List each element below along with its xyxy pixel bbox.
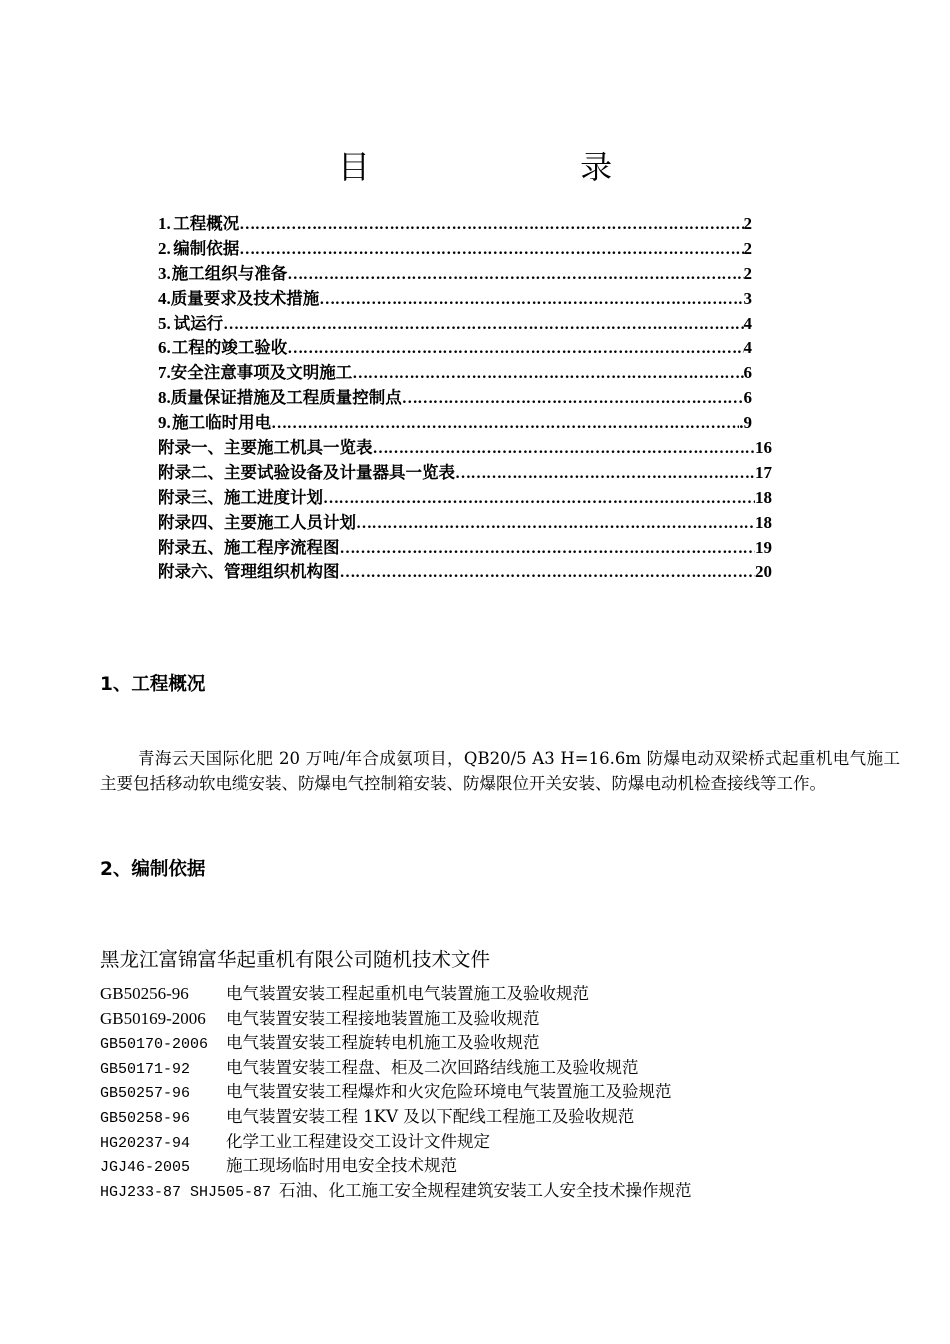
toc-item-number: 1.	[158, 214, 171, 233]
toc-appendix-label: 附录三、施工进度计划	[158, 487, 323, 507]
reference-item	[100, 1080, 920, 1105]
toc-appendix-item[interactable]	[158, 486, 772, 511]
toc-leader-dots	[340, 537, 756, 561]
reference-code: HG20237-94	[100, 1134, 191, 1152]
reference-title: 电气装置安装工程接地装置施工及验收规范	[226, 1008, 540, 1028]
toc-item[interactable]	[158, 312, 752, 337]
toc-item-page: .9	[739, 413, 752, 433]
toc-item-number: 4.	[158, 288, 171, 308]
toc-appendix-label: 附录四、主要施工人员计划	[158, 512, 356, 532]
toc-item[interactable]	[158, 237, 752, 262]
toc-item-page: 6	[743, 363, 752, 383]
reference-title: 石油、化工施工安全规程建筑安装工人安全技术操作规范	[279, 1180, 692, 1200]
reference-code: GB50171-92	[100, 1060, 191, 1078]
reference-title: 电气装置安装工程 1KV 及以下配线工程施工及验收规范	[226, 1106, 635, 1126]
toc-item-label: 试运行	[173, 313, 224, 333]
toc-leader-dots	[352, 362, 743, 386]
toc-item-label: 工程的竣工验收	[171, 338, 288, 358]
reference-item	[100, 1007, 920, 1032]
section-heading-basis: 2、编制依据	[100, 859, 206, 880]
toc-leader-dots	[356, 512, 755, 536]
toc-item-number: 6.	[158, 338, 171, 358]
table-of-contents	[158, 212, 772, 585]
toc-item-page: 2	[743, 263, 752, 283]
reference-code: GB50169-2006	[100, 1008, 206, 1028]
toc-item[interactable]	[158, 361, 752, 386]
toc-leader-dots	[402, 387, 744, 411]
section-heading-overview: 1、工程概况	[100, 674, 206, 695]
toc-item-page: 2	[743, 238, 752, 258]
toc-appendix-item[interactable]	[158, 560, 772, 585]
toc-leader-dots	[323, 487, 755, 511]
toc-item-number: 9.	[158, 413, 171, 433]
toc-appendix-label: 附录一、主要施工机具一览表	[158, 438, 373, 458]
toc-item-label: 施工组织与准备	[171, 263, 288, 283]
toc-appendix-label: 附录六、管理组织机构图	[158, 562, 340, 582]
reference-item	[100, 1154, 920, 1179]
toc-appendix-page: 18	[755, 512, 772, 532]
toc-leader-dots	[239, 213, 743, 237]
toc-appendix-page: 17	[755, 462, 772, 482]
toc-leader-dots	[287, 263, 743, 287]
toc-item-label: 质量要求及技术措施	[170, 288, 320, 308]
toc-leader-dots	[223, 313, 743, 337]
toc-appendix-page: 19	[755, 537, 772, 557]
reference-title: 电气装置安装工程盘、柜及二次回路结线施工及验收规范	[226, 1057, 639, 1077]
toc-item-label: 工程概况	[173, 214, 240, 233]
reference-item	[100, 982, 920, 1007]
reference-title: 化学工业工程建设交工设计文件规定	[226, 1131, 490, 1151]
reference-item	[100, 1105, 920, 1130]
reference-title: 施工现场临时用电安全技术规范	[226, 1156, 457, 1176]
reference-code: JGJ46-2005	[100, 1159, 191, 1177]
toc-title: 目 录	[337, 148, 713, 186]
toc-appendix-label: 附录五、施工程序流程图	[158, 537, 340, 557]
toc-item[interactable]	[158, 262, 752, 287]
toc-item-label: 质量保证措施及工程质量控制点	[170, 388, 402, 408]
toc-appendix-item[interactable]	[158, 436, 772, 461]
toc-item[interactable]	[158, 287, 752, 312]
toc-item-label: 施工临时用电	[172, 413, 272, 433]
reference-title: 电气装置安装工程起重机电气装置施工及验收规范	[226, 984, 589, 1003]
toc-item-page: 6	[743, 388, 752, 408]
reference-title: 电气装置安装工程旋转电机施工及验收规范	[226, 1033, 540, 1053]
toc-item-number: 3.	[158, 263, 171, 283]
overview-paragraph: 青海云天国际化肥 20 万吨/年合成氨项目，QB20/5 A3 H=16.6m 防爆电动双梁桥式起重机电气施工主要包括移动软电缆安装、防爆电气控制箱安装、防爆限位开关安装、防爆电动机检查接线等工作。	[100, 749, 900, 793]
reference-code: GB50256-96	[100, 984, 189, 1003]
reference-item	[100, 1031, 920, 1056]
toc-item-number: 7.	[158, 363, 171, 383]
reference-code: GB50258-96	[100, 1109, 191, 1127]
reference-list	[100, 982, 920, 1203]
toc-item-page: 4	[743, 338, 752, 358]
toc-appendix-page: 20	[755, 562, 772, 582]
toc-appendix-item[interactable]	[158, 536, 772, 561]
reference-item	[100, 1130, 920, 1155]
reference-item	[100, 1179, 920, 1204]
toc-item[interactable]	[158, 212, 752, 237]
toc-appendix-item[interactable]	[158, 511, 772, 536]
toc-item-label: 编制依据	[173, 238, 240, 258]
toc-leader-dots	[373, 437, 756, 461]
toc-leader-dots	[271, 412, 739, 436]
toc-item-number: 2.	[158, 238, 171, 258]
reference-title: 电气装置安装工程爆炸和火灾危险环境电气装置施工及验规范	[226, 1082, 672, 1102]
toc-item-number: 5.	[158, 313, 171, 333]
toc-item-page: 3	[743, 288, 752, 308]
toc-item-page: 4	[743, 313, 752, 333]
toc-appendix-page: 18	[755, 487, 772, 507]
toc-leader-dots	[455, 462, 755, 486]
toc-appendix-item[interactable]	[158, 461, 772, 486]
toc-item[interactable]	[158, 411, 752, 436]
toc-appendix-label: 附录二、主要试验设备及计量器具一览表	[158, 462, 455, 482]
toc-appendix-page: 16	[755, 438, 772, 458]
reference-code: GB50257-96	[100, 1085, 191, 1103]
toc-item-number: 8.	[158, 388, 171, 408]
reference-code: GB50170-2006	[100, 1036, 209, 1054]
toc-leader-dots	[319, 288, 743, 312]
toc-leader-dots	[340, 561, 756, 585]
toc-item[interactable]	[158, 386, 752, 411]
reference-item	[100, 1056, 920, 1081]
reference-code: HGJ233-87 SHJ505-87	[100, 1183, 272, 1201]
toc-item[interactable]	[158, 336, 752, 361]
company-technical-doc: 黑龙江富锦富华起重机有限公司随机技术文件	[100, 948, 491, 971]
toc-item-label: 安全注意事项及文明施工	[170, 363, 353, 383]
toc-leader-dots	[239, 238, 743, 262]
toc-leader-dots	[287, 337, 743, 361]
toc-item-page: 2	[743, 214, 752, 233]
